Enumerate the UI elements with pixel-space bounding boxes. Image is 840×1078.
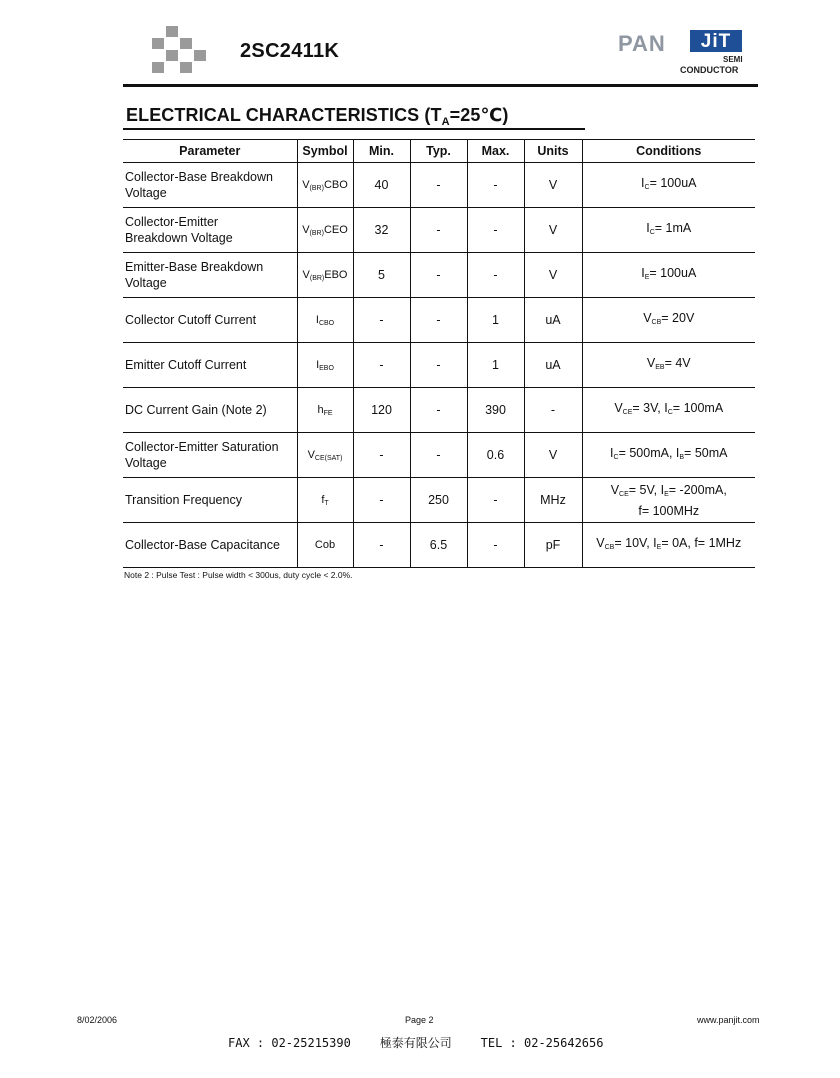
symbol-main: Cob bbox=[314, 538, 336, 551]
header-conditions: Conditions bbox=[582, 140, 755, 163]
condition-text: I bbox=[646, 220, 650, 235]
parameter-cell bbox=[123, 298, 297, 343]
parameter-line: Emitter-Base Breakdown bbox=[125, 260, 264, 274]
max-cell: - bbox=[467, 523, 524, 568]
max-cell: 1 bbox=[467, 343, 524, 388]
section-title-prefix: ELECTRICAL CHARACTERISTICS (T bbox=[126, 105, 442, 125]
symbol-sub: CBO bbox=[318, 319, 335, 327]
header-max: Max. bbox=[467, 140, 524, 163]
section-title-sub: A bbox=[441, 116, 450, 128]
footer-page-number: Page 2 bbox=[405, 1015, 434, 1025]
conditions-cell bbox=[582, 253, 755, 298]
parameter-line: Breakdown Voltage bbox=[125, 231, 233, 245]
header-parameter: Parameter bbox=[123, 140, 297, 163]
condition-subscript: CE bbox=[622, 408, 633, 416]
condition-subscript: E bbox=[644, 273, 650, 281]
condition-subscript: E bbox=[664, 490, 669, 498]
symbol-main: V bbox=[302, 178, 310, 191]
min-cell: - bbox=[353, 433, 410, 478]
table-row bbox=[123, 298, 755, 343]
table-row bbox=[123, 523, 755, 568]
max-cell: 1 bbox=[467, 298, 524, 343]
max-cell: - bbox=[467, 163, 524, 208]
condition-text: = 3V, I bbox=[632, 400, 668, 415]
symbol-cell bbox=[297, 298, 353, 343]
condition-text: V bbox=[646, 355, 656, 370]
units-cell: V bbox=[524, 253, 582, 298]
table-row bbox=[123, 208, 755, 253]
condition-text: = 0A, f= 1MHz bbox=[661, 535, 742, 550]
min-cell: 32 bbox=[353, 208, 410, 253]
symbol-main: V bbox=[302, 223, 310, 236]
typ-cell: 6.5 bbox=[410, 523, 467, 568]
typ-cell: - bbox=[410, 343, 467, 388]
units-cell: uA bbox=[524, 343, 582, 388]
symbol-cell bbox=[297, 253, 353, 298]
typ-cell: - bbox=[410, 208, 467, 253]
conditions-cell bbox=[582, 163, 755, 208]
condition-text: I bbox=[641, 265, 645, 280]
condition-text: = 100uA bbox=[649, 175, 697, 190]
condition-text: = 500mA, I bbox=[618, 445, 680, 460]
condition-text: = 10V, I bbox=[614, 535, 657, 550]
section-title-suffix: =25℃) bbox=[449, 105, 509, 125]
condition-text: = 50mA bbox=[684, 445, 728, 460]
max-cell: - bbox=[467, 253, 524, 298]
units-cell: MHz bbox=[524, 478, 582, 523]
units-cell: V bbox=[524, 433, 582, 478]
parameter-line: Voltage bbox=[125, 456, 167, 470]
header-divider bbox=[123, 84, 758, 87]
header-min: Min. bbox=[353, 140, 410, 163]
typ-cell: - bbox=[410, 433, 467, 478]
symbol-sub: (BR) bbox=[309, 229, 324, 237]
symbol-tail: CEO bbox=[323, 223, 348, 236]
symbol-main: V bbox=[302, 268, 310, 281]
min-cell: - bbox=[353, 478, 410, 523]
conditions-cell bbox=[582, 208, 755, 253]
conditions-cell bbox=[582, 343, 755, 388]
parameter-cell bbox=[123, 208, 297, 253]
parameter-cell bbox=[123, 478, 297, 523]
condition-text: I bbox=[641, 175, 645, 190]
conditions-cell bbox=[582, 388, 755, 433]
brand-semi: SEMI bbox=[723, 55, 743, 64]
condition-text: V bbox=[643, 310, 652, 325]
company-name: 極泰有限公司 bbox=[379, 1036, 452, 1050]
parameter-line: Collector-Emitter bbox=[125, 215, 219, 229]
condition-text: V bbox=[596, 535, 605, 550]
brand-jit: JiT bbox=[690, 30, 742, 52]
symbol-cell bbox=[297, 343, 353, 388]
symbol-main: I bbox=[315, 313, 319, 326]
brand-logo bbox=[618, 30, 746, 80]
condition-subscript: CB bbox=[651, 318, 662, 326]
max-cell: 0.6 bbox=[467, 433, 524, 478]
symbol-tail: CBO bbox=[323, 178, 348, 191]
units-cell: V bbox=[524, 163, 582, 208]
symbol-sub: CE(SAT) bbox=[314, 454, 343, 462]
condition-text: I bbox=[610, 445, 614, 460]
conditions-cell bbox=[582, 298, 755, 343]
condition-text: = 100mA bbox=[672, 400, 724, 415]
brand-pan: PAN bbox=[618, 31, 666, 56]
min-cell: 120 bbox=[353, 388, 410, 433]
table-row bbox=[123, 388, 755, 433]
min-cell: - bbox=[353, 523, 410, 568]
typ-cell: - bbox=[410, 163, 467, 208]
tel-number: TEL : 02-25642656 bbox=[480, 1036, 604, 1050]
min-cell: 40 bbox=[353, 163, 410, 208]
parameter-line: Collector-Base Capacitance bbox=[125, 538, 280, 552]
conditions-cell bbox=[582, 478, 755, 523]
parameter-line: Collector-Emitter Saturation bbox=[125, 440, 279, 454]
electrical-characteristics-table bbox=[123, 139, 755, 568]
symbol-tail: EBO bbox=[324, 268, 348, 281]
condition-text: V bbox=[610, 482, 620, 497]
title-underline bbox=[123, 128, 585, 130]
parameter-line: DC Current Gain (Note 2) bbox=[125, 403, 267, 417]
typ-cell: - bbox=[410, 253, 467, 298]
parameter-cell bbox=[123, 388, 297, 433]
condition-text: = 20V bbox=[661, 310, 695, 325]
table-row bbox=[123, 343, 755, 388]
typ-cell: - bbox=[410, 388, 467, 433]
symbol-sub: (BR) bbox=[309, 184, 324, 192]
fax-number: FAX : 02-25215390 bbox=[228, 1036, 351, 1050]
condition-subscript: B bbox=[679, 453, 685, 461]
condition-text: = -200mA, bbox=[668, 482, 727, 497]
parameter-line: Voltage bbox=[125, 186, 167, 200]
units-cell: - bbox=[524, 388, 582, 433]
parameter-cell bbox=[123, 433, 297, 478]
units-cell: pF bbox=[524, 523, 582, 568]
condition-subscript: E bbox=[656, 543, 662, 551]
condition-text: V bbox=[614, 400, 623, 415]
condition-subscript: C bbox=[613, 453, 619, 461]
parameter-line: Collector-Base Breakdown bbox=[125, 170, 273, 184]
parameter-cell bbox=[123, 163, 297, 208]
max-cell: 390 bbox=[467, 388, 524, 433]
condition-text: = 4V bbox=[664, 355, 691, 370]
conditions-cell bbox=[582, 433, 755, 478]
table-body bbox=[123, 163, 755, 568]
symbol-main: V bbox=[307, 448, 315, 461]
symbol-cell bbox=[297, 388, 353, 433]
max-cell: - bbox=[467, 478, 524, 523]
parameter-line: Collector Cutoff Current bbox=[125, 313, 257, 327]
max-cell: - bbox=[467, 208, 524, 253]
table-row bbox=[123, 253, 755, 298]
symbol-cell bbox=[297, 523, 353, 568]
min-cell: - bbox=[353, 343, 410, 388]
units-cell: V bbox=[524, 208, 582, 253]
symbol-main: I bbox=[316, 358, 320, 371]
table-row bbox=[123, 433, 755, 478]
symbol-cell bbox=[297, 433, 353, 478]
typ-cell: - bbox=[410, 298, 467, 343]
contact-line bbox=[228, 1034, 603, 1051]
header-symbol: Symbol bbox=[297, 140, 353, 163]
condition-subscript: CE bbox=[619, 490, 629, 498]
condition-text: f= 100MHz bbox=[638, 503, 700, 518]
header-typ: Typ. bbox=[410, 140, 467, 163]
brand-conductor: CONDUCTOR bbox=[680, 65, 739, 75]
symbol-cell bbox=[297, 478, 353, 523]
parameter-line: Voltage bbox=[125, 276, 167, 290]
parameter-line: Emitter Cutoff Current bbox=[125, 358, 247, 372]
symbol-main: f bbox=[321, 493, 325, 506]
parameter-cell bbox=[123, 343, 297, 388]
part-number: 2SC2411K bbox=[240, 40, 340, 62]
min-cell: - bbox=[353, 298, 410, 343]
symbol-sub: EBO bbox=[319, 364, 334, 372]
condition-subscript: C bbox=[667, 408, 673, 416]
condition-subscript: EB bbox=[655, 363, 665, 371]
parameter-cell bbox=[123, 523, 297, 568]
conditions-cell bbox=[582, 523, 755, 568]
symbol-main: h bbox=[317, 403, 324, 416]
pulse-test-note: Note 2 : Pulse Test : Pulse width < 300us, duty cycle < 2.0%. bbox=[124, 570, 353, 580]
parameter-line: Transition Frequency bbox=[125, 493, 242, 507]
condition-text: = 100uA bbox=[649, 265, 697, 280]
symbol-sub: T bbox=[324, 499, 329, 507]
symbol-sub: (BR) bbox=[309, 274, 325, 282]
symbol-sub: FE bbox=[323, 409, 333, 417]
parameter-cell bbox=[123, 253, 297, 298]
condition-text: = 5V, I bbox=[628, 482, 665, 497]
footer-date: 8/02/2006 bbox=[77, 1015, 118, 1025]
units-cell: uA bbox=[524, 298, 582, 343]
logo-mark bbox=[152, 26, 208, 74]
table-header-row bbox=[123, 140, 755, 163]
condition-subscript: CB bbox=[604, 543, 615, 551]
condition-text: = 1mA bbox=[654, 220, 692, 235]
section-title bbox=[126, 105, 508, 128]
typ-cell: 250 bbox=[410, 478, 467, 523]
table-row bbox=[123, 478, 755, 523]
table-row bbox=[123, 163, 755, 208]
min-cell: 5 bbox=[353, 253, 410, 298]
symbol-cell bbox=[297, 163, 353, 208]
symbol-cell bbox=[297, 208, 353, 253]
footer-website: www.panjit.com bbox=[697, 1015, 760, 1025]
header-units: Units bbox=[524, 140, 582, 163]
condition-subscript: C bbox=[644, 183, 650, 191]
condition-subscript: C bbox=[649, 228, 655, 236]
